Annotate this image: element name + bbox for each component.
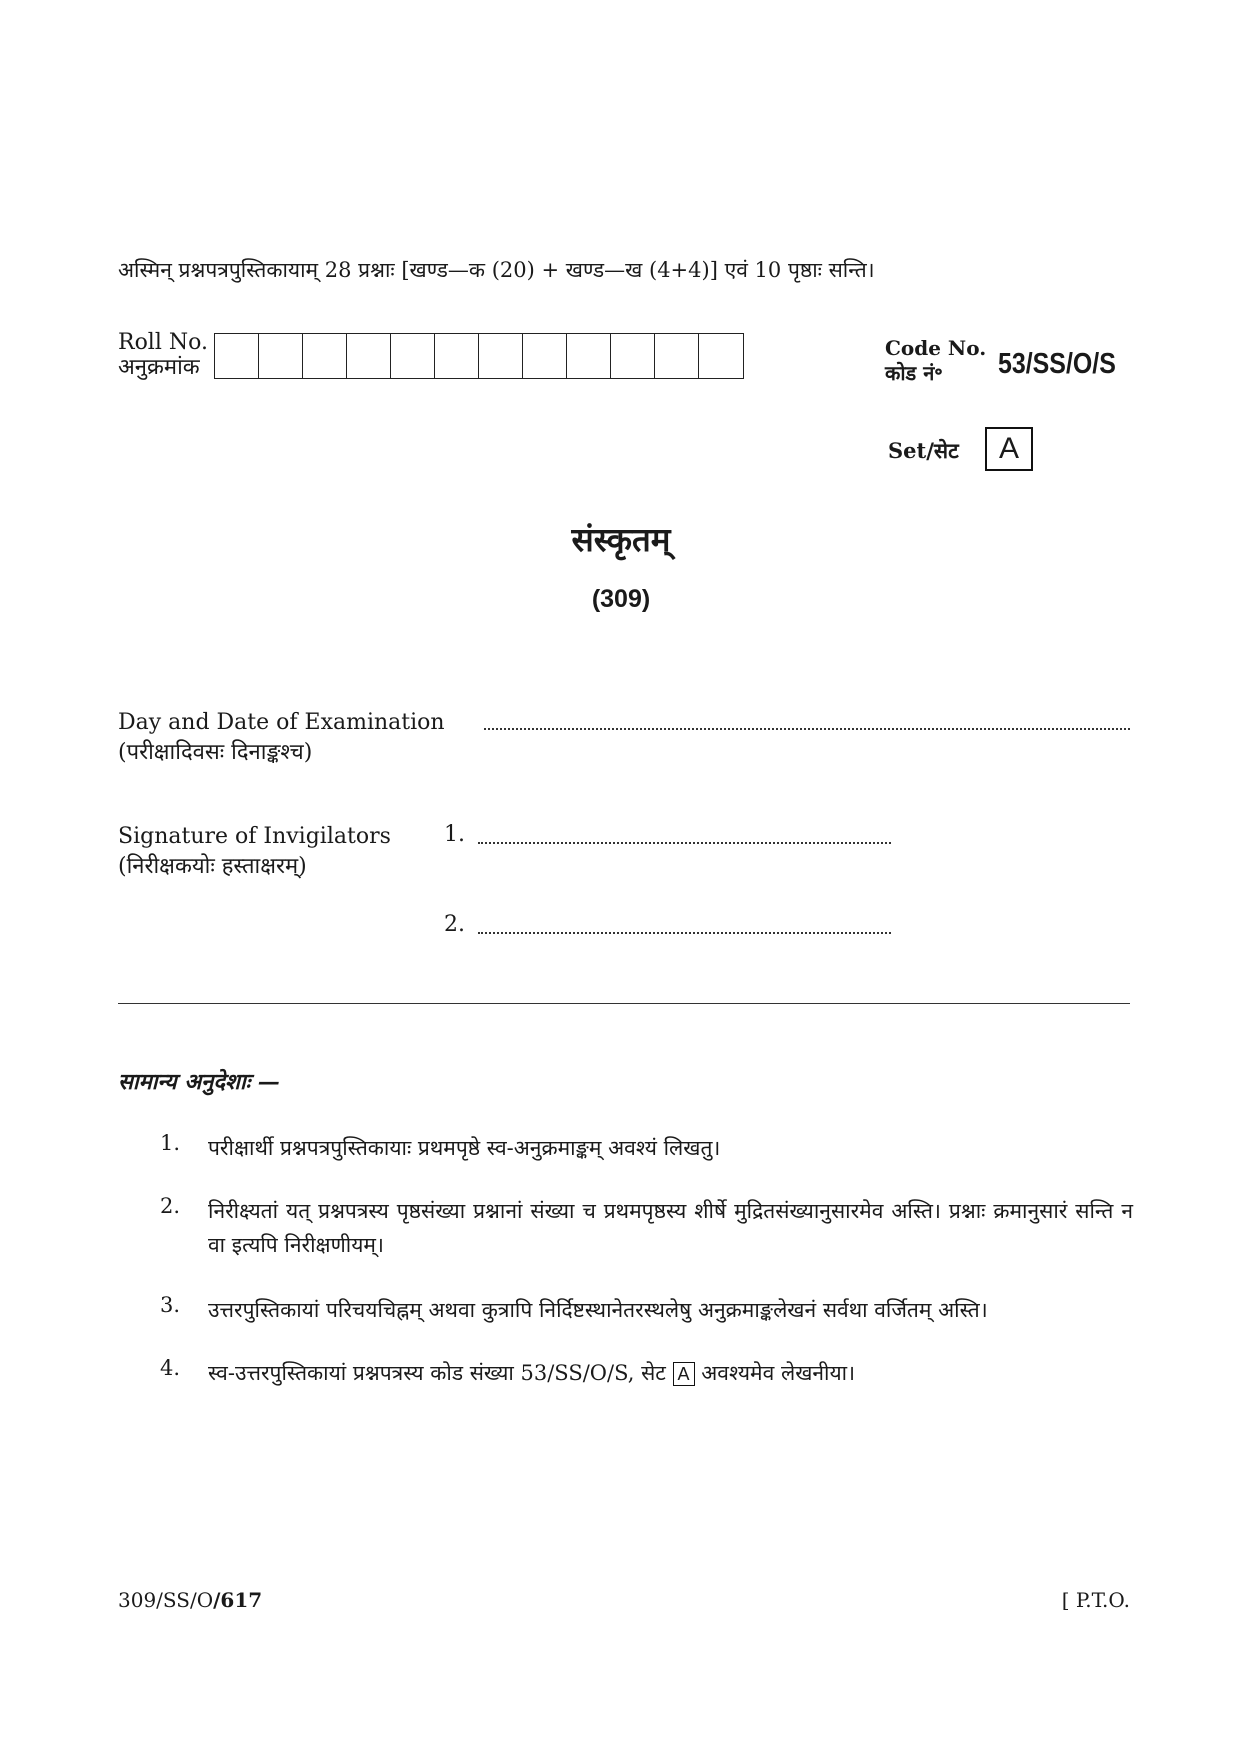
exam-date-field[interactable] <box>484 712 1130 730</box>
roll-number-box[interactable] <box>655 334 699 378</box>
instruction-3-text: उत्तरपुस्तिकायां परिचयचिह्नम् अथवा कुत्रापि निर्दिष्टस्थानेतरस्थलेषु अनुक्रमाङ्कलेखनं सर्वथा वर्जितम् अस्ति। <box>208 1298 988 1322</box>
roll-number-box[interactable] <box>523 334 567 378</box>
roll-label-hindi: अनुक्रमांक <box>118 355 200 380</box>
roll-number-box[interactable] <box>391 334 435 378</box>
instruction-4-set-box: A <box>673 1362 695 1386</box>
roll-number-box[interactable] <box>347 334 391 378</box>
exam-date-label-hindi: (परीक्षादिवसः दिनाङ्कश्च) <box>118 740 313 765</box>
instruction-4-text <box>208 1356 1133 1390</box>
roll-number-box[interactable] <box>215 334 259 378</box>
subject-title: संस्कृतम् <box>571 520 671 559</box>
roll-number-label <box>118 330 208 380</box>
instruction-1-text: परीक्षार्थी प्रश्नपत्रपुस्तिकायाः प्रथमपृष्ठे स्व-अनुक्रमाङ्कम् अवश्यं लिखतु। <box>208 1136 721 1160</box>
instruction-2-text: निरीक्ष्यतां यत् प्रश्नपत्रस्य पृष्ठसंख्या प्रश्नानां संख्या च प्रथमपृष्ठस्य शीर्षे मुद्रितसंख्यानुसारमेव अस्ति। प्रश्नाः क्रमानुसारं सन्ति न वा इत्यपि निरीक्षणीयम्। <box>208 1199 1133 1257</box>
instructions-heading: सामान्य अनुदेशाः — <box>118 1069 280 1095</box>
roll-number-box[interactable] <box>699 334 743 378</box>
set-label: Set/सेट <box>888 438 959 463</box>
instruction-4-number: 4. <box>160 1356 181 1380</box>
roll-number-box[interactable] <box>303 334 347 378</box>
invigilator-label-hindi: (निरीक्षकयोः हस्ताक्षरम्) <box>118 854 307 879</box>
instruction-2-number: 2. <box>160 1194 181 1218</box>
signature-2-field[interactable] <box>478 916 891 934</box>
footer-code-suffix: /617 <box>213 1588 263 1612</box>
set-value-box: A <box>985 427 1033 471</box>
instruction-3-number: 3. <box>160 1293 181 1317</box>
booklet-info-note: अस्मिन् प्रश्नपत्रपुस्तिकायाम् 28 प्रश्नाः [खण्ड—क (20) + खण्ड—ख (4+4)] एवं 10 पृष्ठाः सन्ति। <box>118 258 875 282</box>
code-label-english: Code No. <box>885 336 987 360</box>
roll-number-box[interactable] <box>479 334 523 378</box>
instruction-4-text-after: अवश्यमेव लेखनीया। <box>701 1361 856 1385</box>
code-number-label <box>885 336 986 386</box>
footer-paper-code <box>118 1588 262 1612</box>
exam-date-label <box>118 708 445 768</box>
instruction-1-number: 1. <box>160 1131 181 1155</box>
code-number-value: 53/SS/O/S <box>998 348 1116 380</box>
roll-number-box[interactable] <box>259 334 303 378</box>
code-label-hindi: कोड नं॰ <box>885 361 943 385</box>
invigilator-signature-label <box>118 822 391 882</box>
roll-number-box[interactable] <box>567 334 611 378</box>
subject-code: (309) <box>591 585 651 613</box>
section-divider <box>118 1003 1130 1004</box>
roll-label-english: Roll No. <box>118 330 208 355</box>
invigilator-label-english: Signature of Invigilators <box>118 824 391 849</box>
exam-date-label-english: Day and Date of Examination <box>118 710 445 735</box>
roll-number-boxes[interactable] <box>214 333 744 379</box>
footer-code-prefix: 309/SS/O <box>118 1588 214 1612</box>
footer-pto: [ P.T.O. <box>1061 1588 1130 1612</box>
instruction-4-text-before: स्व-उत्तरपुस्तिकायां प्रश्नपत्रस्य कोड संख्या 53/SS/O/S, सेट <box>208 1361 666 1385</box>
signature-2-number: 2. <box>444 912 465 937</box>
signature-1-field[interactable] <box>478 826 891 844</box>
roll-number-box[interactable] <box>435 334 479 378</box>
signature-1-number: 1. <box>444 822 465 847</box>
roll-number-box[interactable] <box>611 334 655 378</box>
